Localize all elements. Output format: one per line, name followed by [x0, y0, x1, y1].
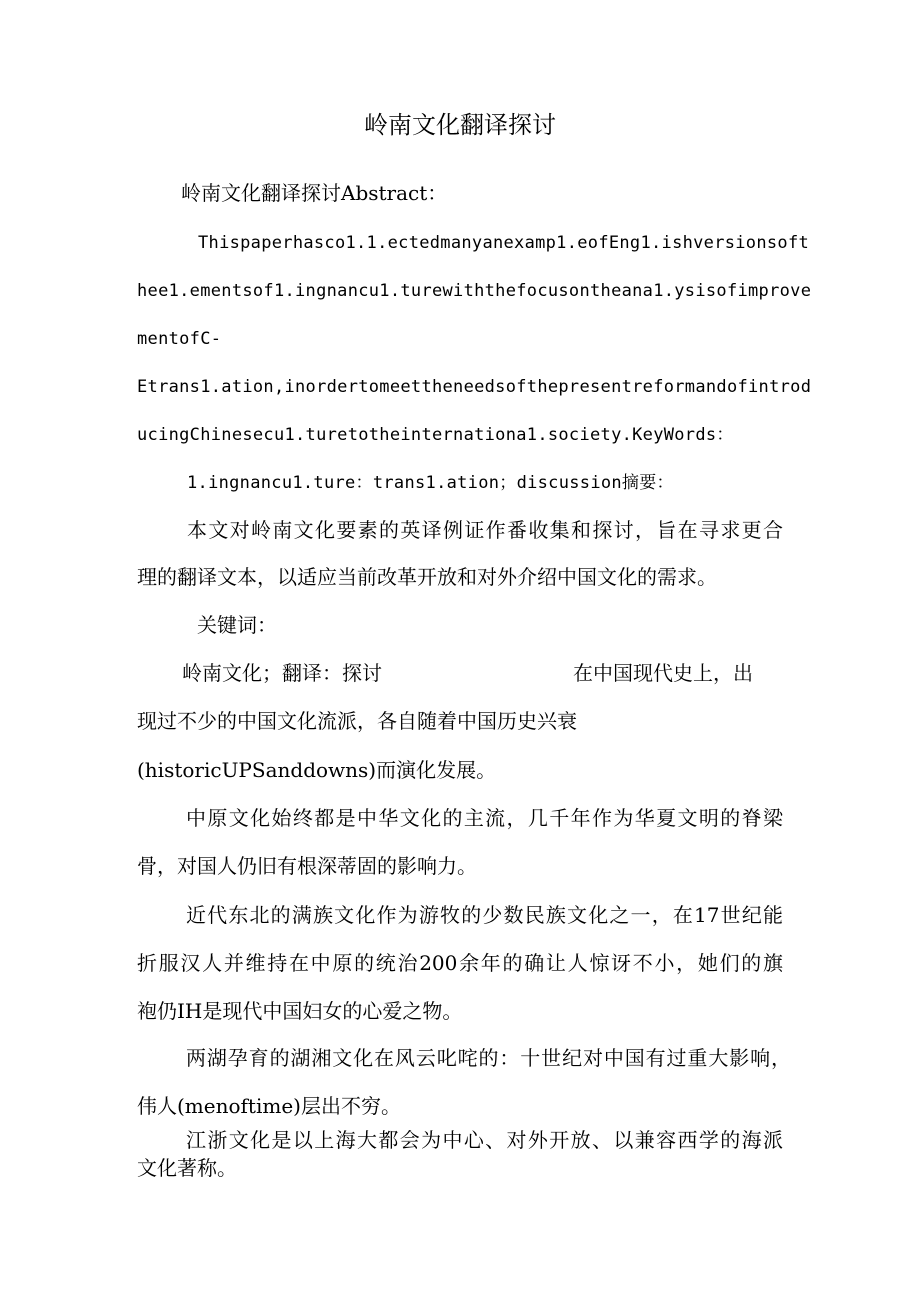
para1-line-1: 在中国现代史上，出	[573, 661, 753, 685]
keywords-en: 1.ingnancu1.ture：trans1.ation；discussion摘要：	[187, 473, 674, 493]
keywords-cn-label: 关键词：	[197, 613, 277, 637]
abstract-en-line-4: Etrans1.ation,inordertomeettheneedsofthepresentreformandofintrod	[137, 377, 812, 397]
para2-line-2: 骨，对国人仍旧有根深蒂固的影响力。	[137, 854, 477, 878]
abstract-en-line-3: mentofC-	[137, 329, 222, 349]
keywords-cn: 岭南文化；翻译：探讨	[182, 661, 382, 685]
document-title: 岭南文化翻译探讨	[364, 111, 556, 139]
abstract-cn-line-2: 理的翻译文本，以适应当前改革开放和对外介绍中国文化的需求。	[137, 565, 717, 589]
para5-line-2: 文化著称。	[137, 1156, 237, 1180]
para3-line-3: 袍仍IH是现代中国妇女的心爱之物。	[137, 999, 463, 1023]
para1-line-2: 现过不少的中国文化流派，各自随着中国历史兴衰	[137, 709, 577, 733]
para1-line-3: (historicUPSanddowns)而演化发展。	[137, 758, 497, 782]
para3-line-1: 近代东北的满族文化作为游牧的少数民族文化之一，在17世纪能	[186, 903, 783, 927]
abstract-en-line-2: hee1.ementsof1.ingnancu1.turewiththefocusontheana1.ysisofimprove	[137, 281, 812, 301]
para4-line-2: 伟人(menoftime)层出不穷。	[137, 1094, 401, 1118]
abstract-cn-line-1: 本文对岭南文化要素的英译例证作番收集和探讨，旨在寻求更合	[187, 518, 783, 542]
para5-line-1: 江浙文化是以上海大都会为中心、对外开放、以兼容西学的海派	[186, 1128, 783, 1152]
abstract-en-line-5: ucingChinesecu1.turetotheinternationa1.society.KeyWords：	[137, 425, 734, 445]
para3-line-2: 折服汉人并维持在中原的统治200余年的确让人惊讶不小，她们的旗	[137, 951, 783, 975]
para2-line-1: 中原文化始终都是中华文化的主流，几千年作为华夏文明的脊梁	[186, 806, 783, 830]
abstract-heading: 岭南文化翻译探讨Abstract：	[181, 181, 448, 205]
abstract-en-line-1: Thispaperhasco1.1.ectedmanyanexamp1.eofEng1.ishversionsoft	[198, 233, 810, 253]
para4-line-1: 两湖孕育的湖湘文化在风云叱咤的：十世纪对中国有过重大影响，	[186, 1046, 791, 1070]
